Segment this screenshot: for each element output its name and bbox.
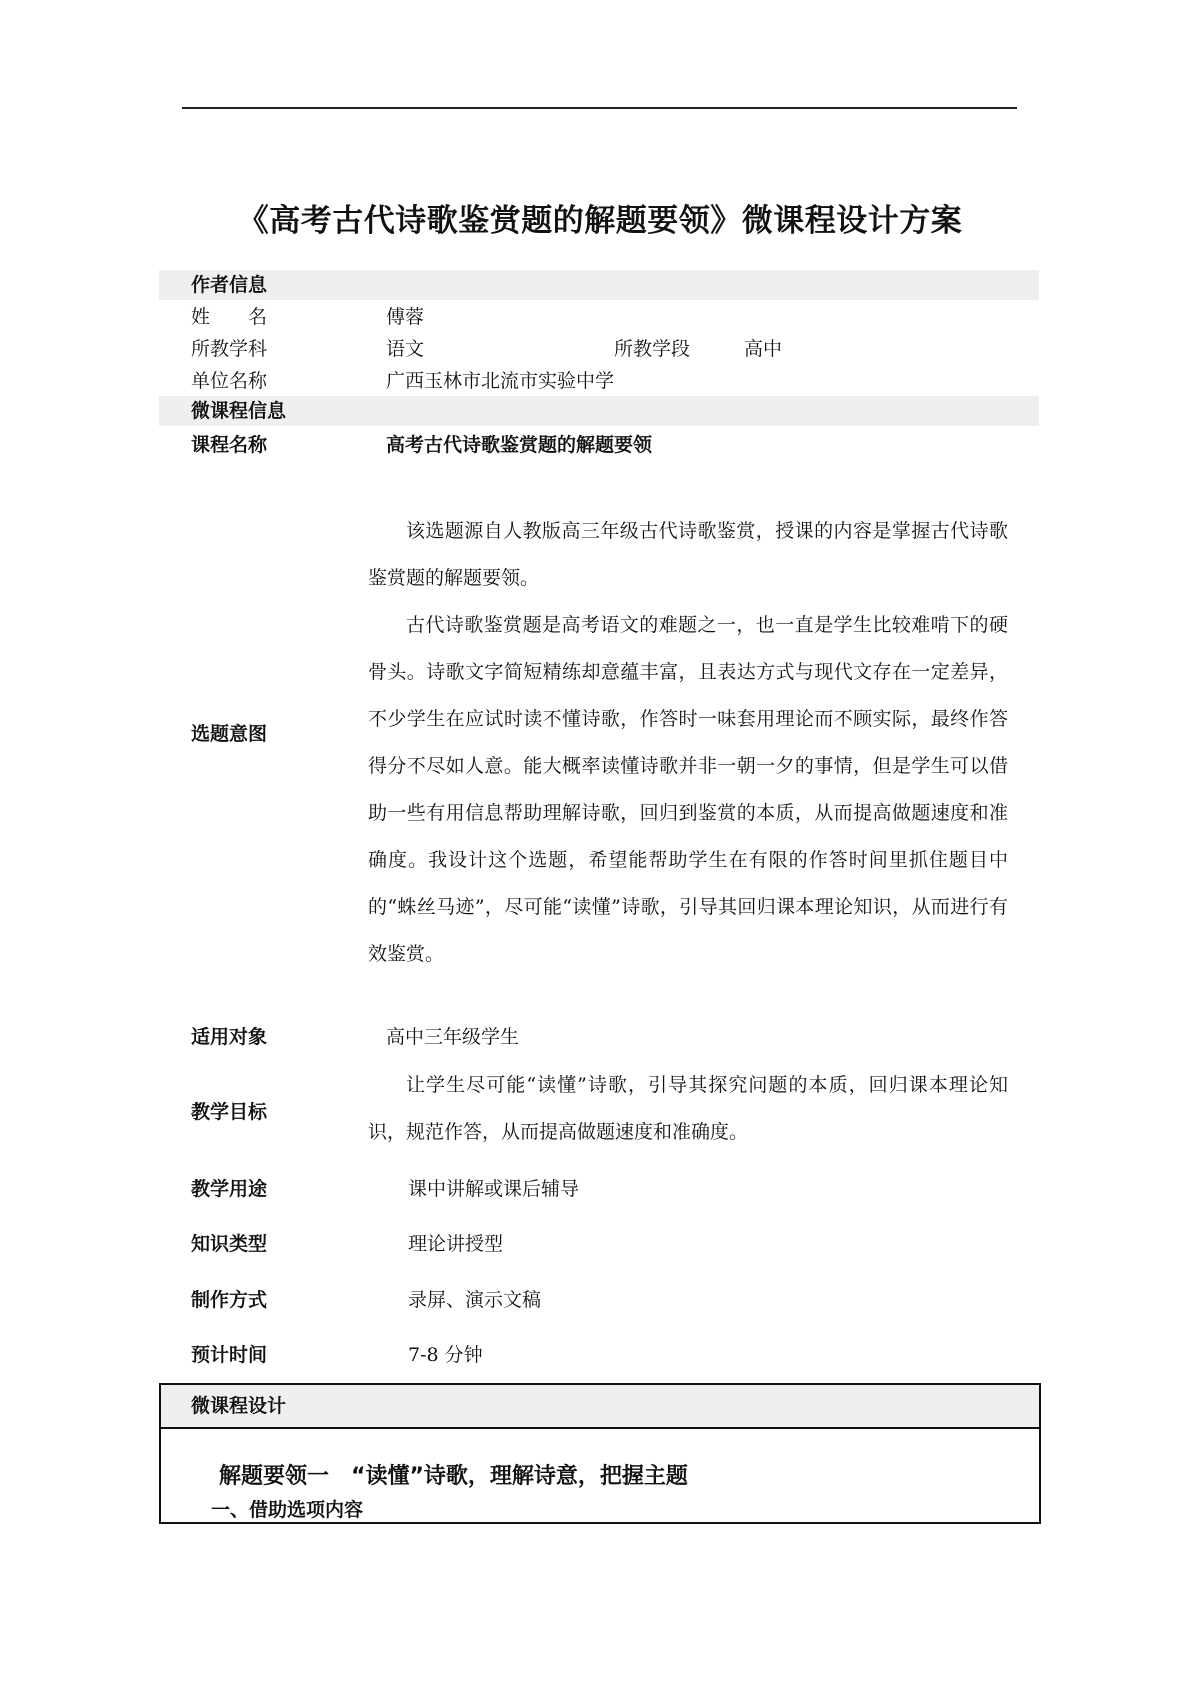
name-label: 姓 名: [191, 306, 268, 328]
course-name-label: 课程名称: [191, 434, 268, 456]
document-title: 《高考古代诗歌鉴赏题的解题要领》微课程设计方案: [237, 203, 963, 239]
usage-label: 教学用途: [191, 1178, 268, 1200]
intent-paragraph-1: 该选题源自人教版高三年级古代诗歌鉴赏，授课的内容是掌握古代诗歌鉴赏题的解题要领。: [368, 520, 1008, 589]
unit-label: 单位名称: [191, 370, 268, 392]
intent-label: 选题意图: [191, 723, 268, 745]
design-section-header: [161, 1385, 1039, 1429]
header-rule: [182, 107, 1017, 109]
key-point-heading: 解题要领一 “读懂”诗歌，理解诗意，把握主题: [219, 1464, 688, 1489]
stage-value: 高中: [744, 338, 783, 360]
time-label: 预计时间: [191, 1344, 268, 1366]
type-label: 知识类型: [191, 1233, 268, 1255]
course-info-band: [159, 396, 1039, 426]
method-value: 录屏、演示文稿: [408, 1289, 542, 1311]
unit-value: 广西玉林市北流市实验中学: [386, 370, 615, 392]
design-section-box: [159, 1383, 1041, 1524]
design-section-heading: 微课程设计: [191, 1395, 287, 1417]
stage-label: 所教学段: [614, 338, 691, 360]
audience-label: 适用对象: [191, 1026, 268, 1048]
subject-value: 语文: [386, 338, 425, 360]
usage-value: 课中讲解或课后辅导: [408, 1178, 580, 1200]
author-info-band: [159, 270, 1039, 300]
intent-paragraph-2: 古代诗歌鉴赏题是高考语文的难题之一，也一直是学生比较难啃下的硬骨头。诗歌文字简短精练却意蕴丰富，且表达方式与现代文存在一定差异，不少学生在应试时读不懂诗歌，作答时一味套用理论而不顾实际，最终作答得分不尽如人意。能大概率读懂诗歌并非一朝一夕的事情，但是学生可以借助一些有用信息帮助理解诗歌，回归到鉴赏的本质，从而提高做题速度和准确度。我设计这个选题，希望能帮助学生在有限的作答时间里抓住题目中的“蛛丝马迹”，尽可能“读懂”诗歌，引导其回归课本理论知识，从而进行有效鉴赏。: [368, 614, 1008, 965]
author-info-heading: 作者信息: [191, 274, 268, 296]
type-value: 理论讲授型: [408, 1233, 504, 1255]
course-info-heading: 微课程信息: [191, 400, 287, 422]
course-name-value: 高考古代诗歌鉴赏题的解题要领: [386, 434, 653, 456]
goal-label: 教学目标: [191, 1101, 268, 1123]
time-value: 7-8 分钟: [408, 1344, 483, 1366]
sub-point-heading: 一、借助选项内容: [211, 1499, 364, 1521]
subject-label: 所教学科: [191, 338, 268, 360]
goal-value: 让学生尽可能“读懂”诗歌，引导其探究问题的本质，回归课本理论知识，规范作答，从而提高做题速度和准确度。: [368, 1074, 1008, 1143]
name-value: 傅蓉: [386, 306, 425, 328]
audience-value: 高中三年级学生: [386, 1026, 520, 1048]
method-label: 制作方式: [191, 1289, 268, 1311]
